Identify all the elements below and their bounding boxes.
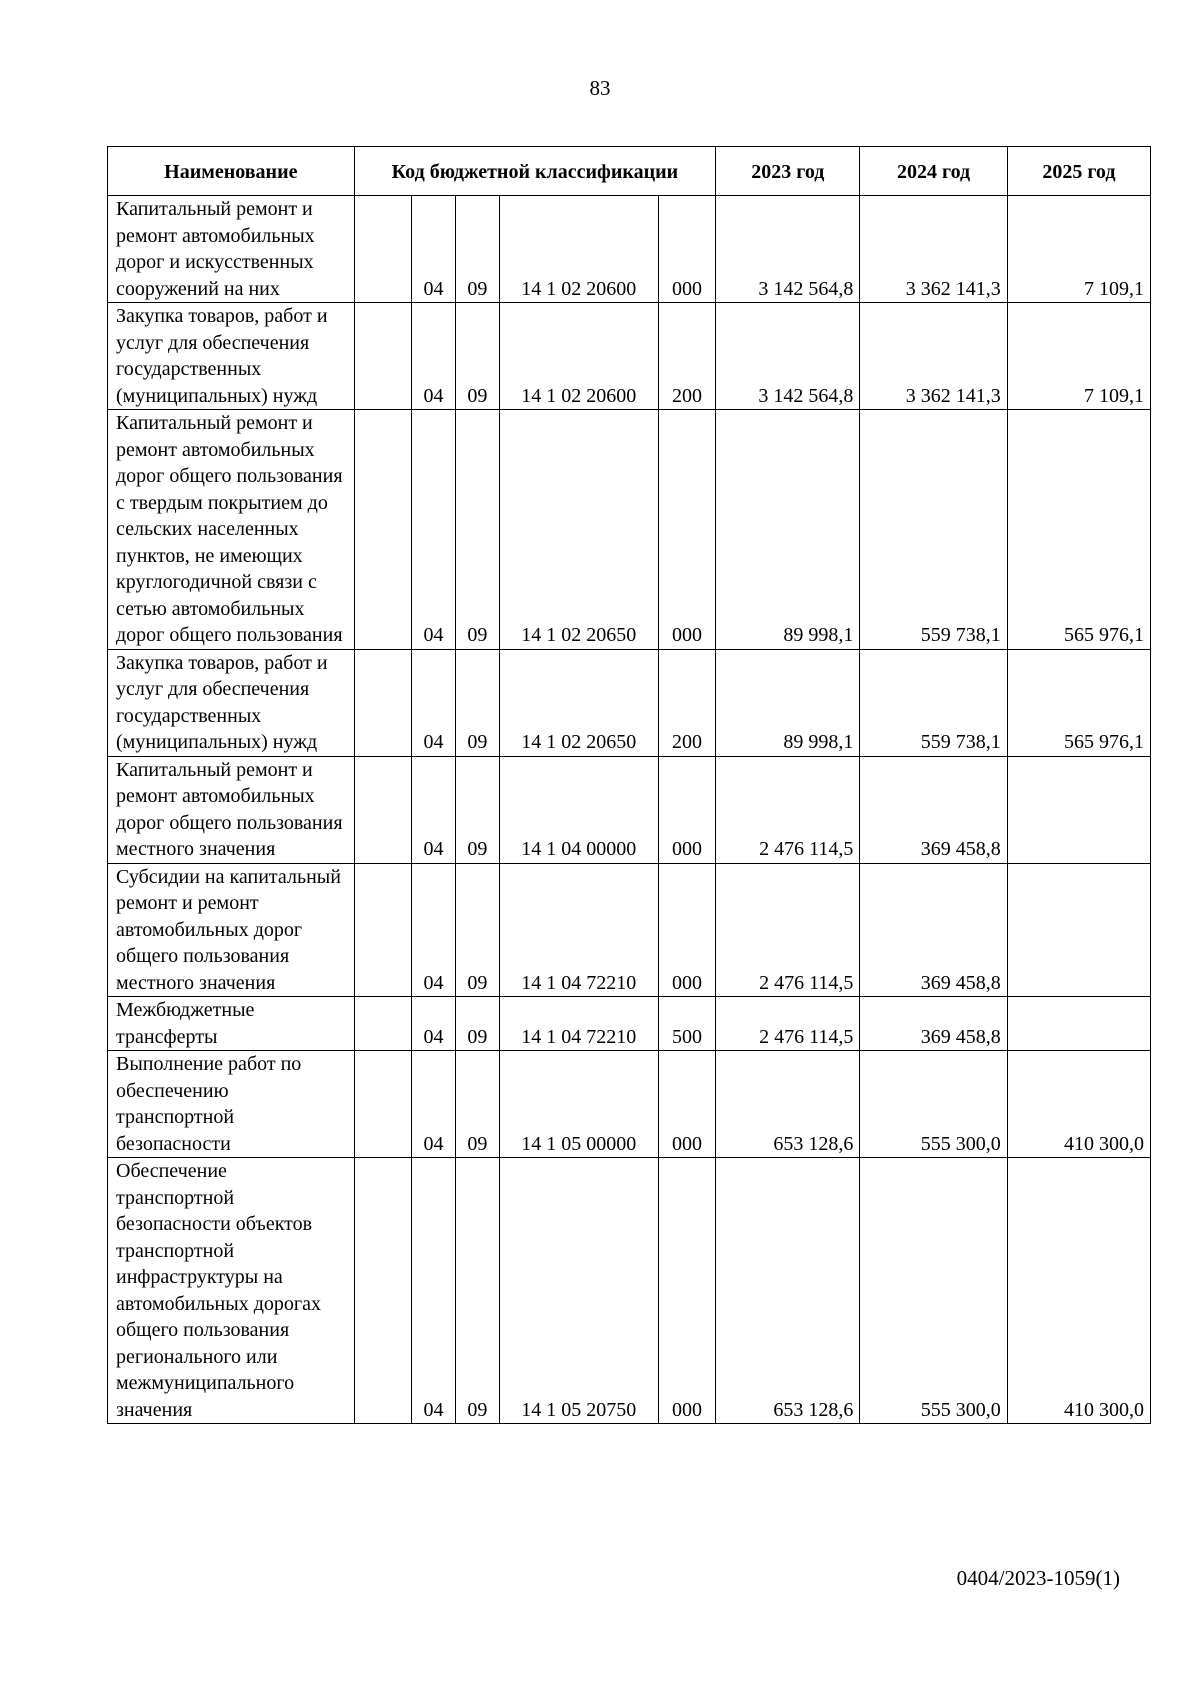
- target-article-code: 14 1 02 20600: [499, 196, 658, 303]
- empty-cell: [354, 756, 411, 863]
- table-row: [108, 196, 1151, 303]
- subsection-code: 09: [455, 649, 499, 756]
- amount-2023: 3 142 564,8: [716, 303, 860, 410]
- header-2024: 2024 год: [860, 147, 1007, 196]
- subsection-code: 09: [455, 410, 499, 650]
- header-budget-code: Код бюджетной классификации: [354, 147, 716, 196]
- table-row: [108, 1158, 1151, 1424]
- empty-cell: [354, 196, 411, 303]
- expense-type-code: 500: [658, 997, 715, 1051]
- table-row: [108, 997, 1151, 1051]
- table-row: [108, 649, 1151, 756]
- amount-2023: 2 476 114,5: [716, 863, 860, 997]
- amount-2024: 555 300,0: [860, 1051, 1007, 1158]
- page-number: 83: [589, 76, 611, 100]
- target-article-code: 14 1 02 20650: [499, 649, 658, 756]
- target-article-code: 14 1 02 20600: [499, 303, 658, 410]
- row-name: Капитальный ремонт и ремонт автомобильных дорог и искусственных сооружений на них: [108, 196, 355, 303]
- amount-2023: 653 128,6: [716, 1158, 860, 1424]
- empty-cell: [354, 303, 411, 410]
- expense-type-code: 000: [658, 196, 715, 303]
- empty-cell: [354, 997, 411, 1051]
- expense-type-code: 000: [658, 1051, 715, 1158]
- amount-2024: 3 362 141,3: [860, 196, 1007, 303]
- table-row: [108, 410, 1151, 650]
- subsection-code: 09: [455, 997, 499, 1051]
- section-code: 04: [412, 196, 456, 303]
- section-code: 04: [412, 863, 456, 997]
- subsection-code: 09: [455, 1051, 499, 1158]
- empty-cell: [354, 1051, 411, 1158]
- row-name: Межбюджетные трансферты: [108, 997, 355, 1051]
- amount-2025: 7 109,1: [1007, 196, 1150, 303]
- target-article-code: 14 1 04 72210: [499, 863, 658, 997]
- row-name: Капитальный ремонт и ремонт автомобильных дорог общего пользования местного значения: [108, 756, 355, 863]
- header-2025: 2025 год: [1007, 147, 1150, 196]
- amount-2025: 410 300,0: [1007, 1158, 1150, 1424]
- target-article-code: 14 1 05 00000: [499, 1051, 658, 1158]
- section-code: 04: [412, 1158, 456, 1424]
- amount-2025: 410 300,0: [1007, 1051, 1150, 1158]
- empty-cell: [354, 863, 411, 997]
- document-id: 0404/2023-1059(1): [956, 1566, 1120, 1590]
- budget-table: [107, 146, 1151, 1424]
- section-code: 04: [412, 303, 456, 410]
- amount-2023: 89 998,1: [716, 649, 860, 756]
- row-name: Капитальный ремонт и ремонт автомобильных дорог общего пользования с твердым покрытием до сельских населенных пунктов, не имеющих круглогодичной связи с сетью автомобильных дорог общего пользования: [108, 410, 355, 650]
- expense-type-code: 000: [658, 863, 715, 997]
- amount-2025: [1007, 756, 1150, 863]
- amount-2024: 369 458,8: [860, 997, 1007, 1051]
- section-code: 04: [412, 756, 456, 863]
- amount-2023: 2 476 114,5: [716, 756, 860, 863]
- empty-cell: [354, 1158, 411, 1424]
- amount-2024: 559 738,1: [860, 410, 1007, 650]
- section-code: 04: [412, 1051, 456, 1158]
- amount-2024: 369 458,8: [860, 756, 1007, 863]
- expense-type-code: 200: [658, 649, 715, 756]
- expense-type-code: 000: [658, 410, 715, 650]
- amount-2025: 565 976,1: [1007, 410, 1150, 650]
- header-name: Наименование: [108, 147, 355, 196]
- row-name: Обеспечение транспортной безопасности объектов транспортной инфраструктуры на автомобильных дорогах общего пользования регионального или межмуниципального значения: [108, 1158, 355, 1424]
- table-row: [108, 863, 1151, 997]
- amount-2025: [1007, 997, 1150, 1051]
- section-code: 04: [412, 997, 456, 1051]
- row-name: Выполнение работ по обеспечению транспортной безопасности: [108, 1051, 355, 1158]
- section-code: 04: [412, 410, 456, 650]
- header-2023: 2023 год: [716, 147, 860, 196]
- subsection-code: 09: [455, 863, 499, 997]
- amount-2024: 369 458,8: [860, 863, 1007, 997]
- target-article-code: 14 1 04 00000: [499, 756, 658, 863]
- target-article-code: 14 1 04 72210: [499, 997, 658, 1051]
- expense-type-code: 200: [658, 303, 715, 410]
- amount-2023: 89 998,1: [716, 410, 860, 650]
- subsection-code: 09: [455, 303, 499, 410]
- amount-2025: [1007, 863, 1150, 997]
- target-article-code: 14 1 05 20750: [499, 1158, 658, 1424]
- subsection-code: 09: [455, 756, 499, 863]
- table-header-row: [108, 147, 1151, 196]
- amount-2024: 555 300,0: [860, 1158, 1007, 1424]
- row-name: Закупка товаров, работ и услуг для обеспечения государственных (муниципальных) нужд: [108, 303, 355, 410]
- row-name: Субсидии на капитальный ремонт и ремонт автомобильных дорог общего пользования местного значения: [108, 863, 355, 997]
- amount-2023: 3 142 564,8: [716, 196, 860, 303]
- target-article-code: 14 1 02 20650: [499, 410, 658, 650]
- table-row: [108, 1051, 1151, 1158]
- section-code: 04: [412, 649, 456, 756]
- row-name: Закупка товаров, работ и услуг для обеспечения государственных (муниципальных) нужд: [108, 649, 355, 756]
- amount-2024: 559 738,1: [860, 649, 1007, 756]
- table-row: [108, 756, 1151, 863]
- subsection-code: 09: [455, 1158, 499, 1424]
- amount-2024: 3 362 141,3: [860, 303, 1007, 410]
- table-row: [108, 303, 1151, 410]
- subsection-code: 09: [455, 196, 499, 303]
- empty-cell: [354, 649, 411, 756]
- expense-type-code: 000: [658, 1158, 715, 1424]
- empty-cell: [354, 410, 411, 650]
- expense-type-code: 000: [658, 756, 715, 863]
- amount-2023: 653 128,6: [716, 1051, 860, 1158]
- amount-2025: 7 109,1: [1007, 303, 1150, 410]
- amount-2023: 2 476 114,5: [716, 997, 860, 1051]
- amount-2025: 565 976,1: [1007, 649, 1150, 756]
